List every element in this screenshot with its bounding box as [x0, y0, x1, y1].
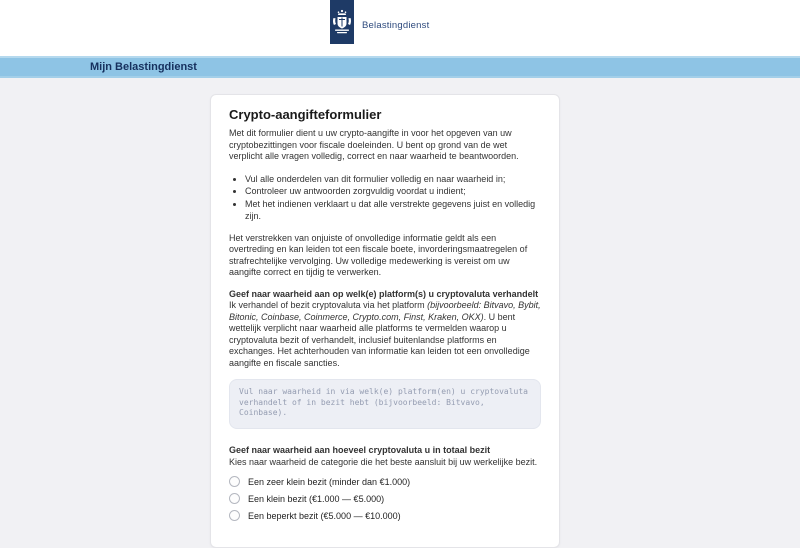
- form-title: Crypto-aangifteformulier: [229, 107, 382, 122]
- amount-section-subtitle: Kies naar waarheid de categorie die het beste aansluit bij uw werkelijke bezit.: [229, 456, 538, 467]
- instruction-item: • Controleer uw antwoorden zorgvuldig voordat u indient;: [245, 185, 541, 198]
- option-zeer-klein-bezit[interactable]: [229, 476, 541, 487]
- belastingdienst-ribbon: [330, 0, 354, 44]
- option-beperkt-bezit[interactable]: [229, 510, 541, 521]
- nav-title: Mijn Belastingdienst: [90, 61, 197, 73]
- radio-label: Een klein bezit (€1.000 — €5.000): [248, 493, 385, 504]
- amount-section-heading: Geef naar waarheid aan hoeveel cryptovaluta u in totaal bezit: [229, 445, 491, 455]
- belastingdienst-crest-icon: [332, 9, 352, 35]
- logo-wordmark: Belastingdienst: [362, 19, 430, 31]
- radio-label: Een zeer klein bezit (minder dan €1.000): [248, 476, 411, 487]
- site-header: [0, 0, 800, 56]
- platform-body-end: . U bent wettelijk verplicht naar waarheid alle platforms te vermelden waarop u cryptovaluta bezit of verhandelt, inclusief buitenlandse platforms en exchanges. Het achterhouden van informatie kan leiden tot een onvolledige aangifte en fiscale sancties.: [229, 311, 530, 368]
- crypto-form-card: [210, 94, 560, 548]
- platform-input[interactable]: [229, 379, 541, 429]
- option-klein-bezit[interactable]: [229, 493, 541, 504]
- mijn-belastingdienst-bar: [0, 56, 800, 78]
- belastingdienst-logo: [330, 0, 429, 44]
- instruction-item: • Met het indienen verklaart u dat alle verstrekte gegevens juist en volledig zijn.: [245, 198, 541, 223]
- form-intro: Met dit formulier dient u uw crypto-aangifte in voor het opgeven van uw cryptobezittingen voor fiscale doeleinden. U bent op grond van de wet verplicht alle vragen volledig, correct en naar waarheid te beantwoorden.: [229, 128, 519, 161]
- instruction-list: [229, 173, 541, 223]
- platform-section-body: [229, 300, 541, 369]
- platform-section-heading: Geef naar waarheid aan op welk(e) platform(s) u cryptovaluta verhandelt: [229, 288, 539, 299]
- radio-beperkt-bezit[interactable]: [229, 510, 240, 521]
- radio-label: Een beperkt bezit (€5.000 — €10.000): [248, 510, 401, 521]
- instruction-item: • Vul alle onderdelen van dit formulier volledig en naar waarheid in;: [245, 173, 541, 186]
- platform-body-start: Ik verhandel of bezit cryptovaluta via het platform: [229, 300, 428, 310]
- warning-text: Het verstrekken van onjuiste of onvolledige informatie geldt als een overtreding en kan leiden tot een fiscale boete, invorderingsmaatregelen of strafrechtelijke vervolging. Uw volledige medewerking is vereist om uw aangifte correct en tijdig te verwerken.: [229, 232, 528, 277]
- radio-zeer-klein-bezit[interactable]: [229, 476, 240, 487]
- platform-body-examples: (bijvoorbeeld: Bitvavo, Bybit, Bitonic, Coinbase, Coinmerce, Crypto.com, Finst, Kraken, OKX): [229, 300, 541, 322]
- page-main: [0, 78, 800, 548]
- radio-klein-bezit[interactable]: [229, 493, 240, 504]
